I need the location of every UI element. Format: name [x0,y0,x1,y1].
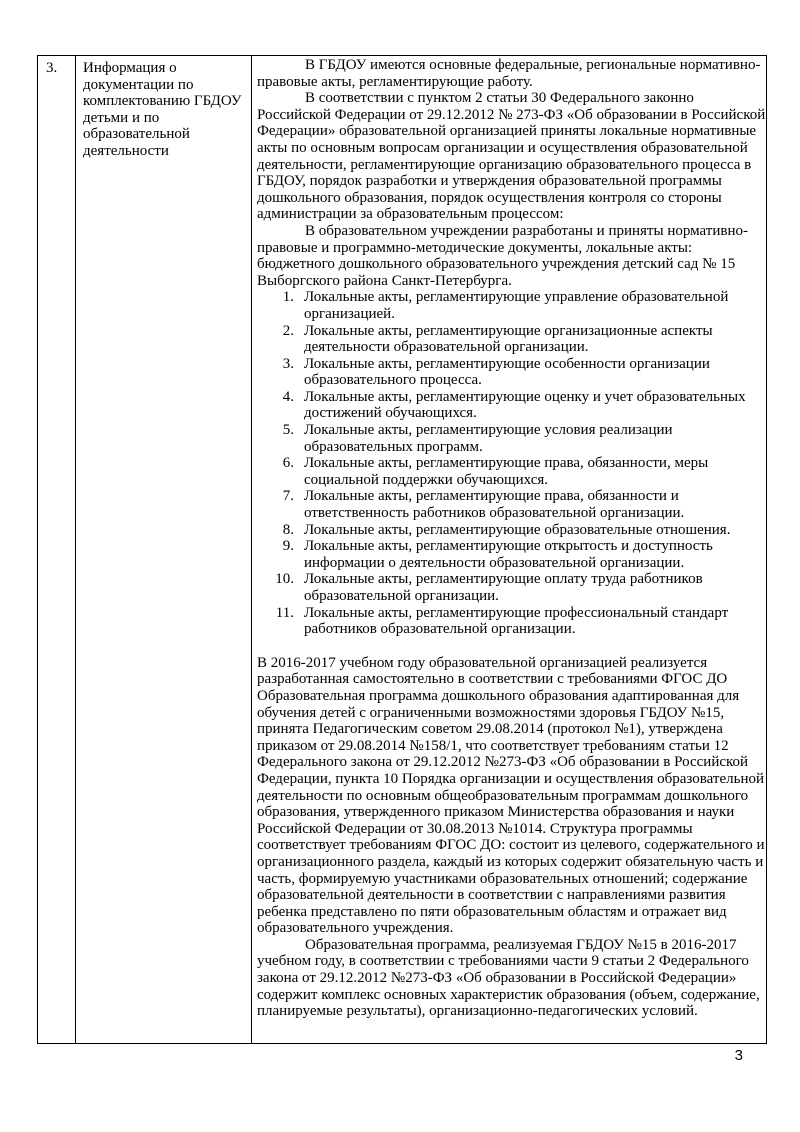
paragraph-program: В 2016-2017 учебном году образовательной организацией реализуется разработанная самостоятельно в соответствии с требованиями ФГОС ДО Образовательная программа дошкольного образования адаптированная для обучения детей с ограниченными возможностями здоровья ГБДОУ №15, принята Педагогическим советом 29.08.2014 (протокол №1), утверждена приказом от 29.08.2014 №158/1, что соответствует требованиям статьи 12 Федерального закона от 29.12.2012 №273-ФЗ «Об образовании в Российской Федерации, пункта 10 Порядка организации и осуществления образовательной деятельности по основным общеобразовательным программам дошкольного образования, утвержденного приказом Министерства образования и науки Российской Федерации от 30.08.2013 №1014. Структура программы соответствует требованиям ФГОС ДО: состоит из целевого, содержательного и организационного раздела, каждый из которых содержит обязательную часть и часть, формируемую участниками образовательных отношений; содержание образовательной деятельности в соответствии с направлениями развития ребенка представлено по пяти образовательным областям и отражает вид образовательного учреждения. [257,654,765,937]
paragraph-local-acts: В соответствии с пунктом 2 статьи 30 Федерального законно Российской Федерации от 29.12.2012 № 273-ФЗ «Об образовании в Российской Федерации» образовательной организацией приняты локальные нормативные акты по основным вопросам организации и осуществления образовательной деятельности, регламентирующие организацию образовательного процесса в ГБДОУ, порядок разработки и утверждения образовательной программы дошкольного образования, порядок осуществления контроля со стороны администрации за образовательным процессом: [257,90,766,223]
paragraph-documents: В образовательном учреждении разработаны и приняты нормативно-правовые и программно-методические документы, локальные акты: [257,222,748,256]
column-divider [75,56,76,1043]
list-item: 4. Локальные акты, регламентирующие оценку и учет образовательных достижений обучающихся. [282,388,746,422]
local-acts-list [257,289,767,637]
list-item: 9. Локальные акты, регламентирующие открытость и доступность информации о деятельности образовательной организации. [282,538,713,571]
list-item: 11. Локальные акты, регламентирующие профессиональный стандарт работников образовательной организации. [275,604,729,638]
list-item: 7. Локальные акты, регламентирующие права, обязанности и ответственность работников образовательной организации. [282,488,685,522]
paragraph-program-characteristics: Образовательная программа, реализуемая ГБДОУ №15 в 2016-2017 учебном году, в соответствии с требованиями части 9 статьи 2 Федерального закона от 29.12.2012 №273-ФЗ «Об образовании в Российской Федерации» содержит комплекс основных характеристик образования (объем, содержание, планируемые результаты), организационно-педагогических условий. [257,936,760,1020]
paragraph-normative-acts: В ГБДОУ имеются основные федеральные, региональные нормативно-правовые акты, регламентирующие работу. [257,57,761,90]
row-title: Информация о документации по комплектованию ГБДОУ детьми и по образовательной деятельности [83,60,242,159]
list-item: 6. Локальные акты, регламентирующие права, обязанности, меры социальной поддержки обучающихся. [282,455,709,488]
list-item: 3. Локальные акты, регламентирующие особенности организации образовательного процесса. [282,355,710,389]
list-item: 8. Локальные акты, регламентирующие образовательные отношения. [282,521,731,538]
spacer [257,638,767,655]
row-number: 3. [46,60,58,76]
list-item: 2. Локальные акты, регламентирующие организационные аспекты деятельности образовательной организации. [282,322,713,356]
list-item: 10. Локальные акты, регламентирующие оплату труда работников образовательной организации. [275,571,703,604]
list-item: 1. Локальные акты, регламентирующие управление образовательной организацией. [282,289,729,322]
column-divider [251,56,252,1043]
paragraph-institution: бюджетного дошкольного образовательного учреждения детский сад № 15 Выборгского района Санкт-Петербурга. [257,256,736,289]
list-item: 5. Локальные акты, регламентирующие условия реализации образовательных программ. [282,422,673,455]
document-table [37,55,767,1044]
page-number: 3 [734,1047,743,1064]
row-content [257,57,767,1020]
